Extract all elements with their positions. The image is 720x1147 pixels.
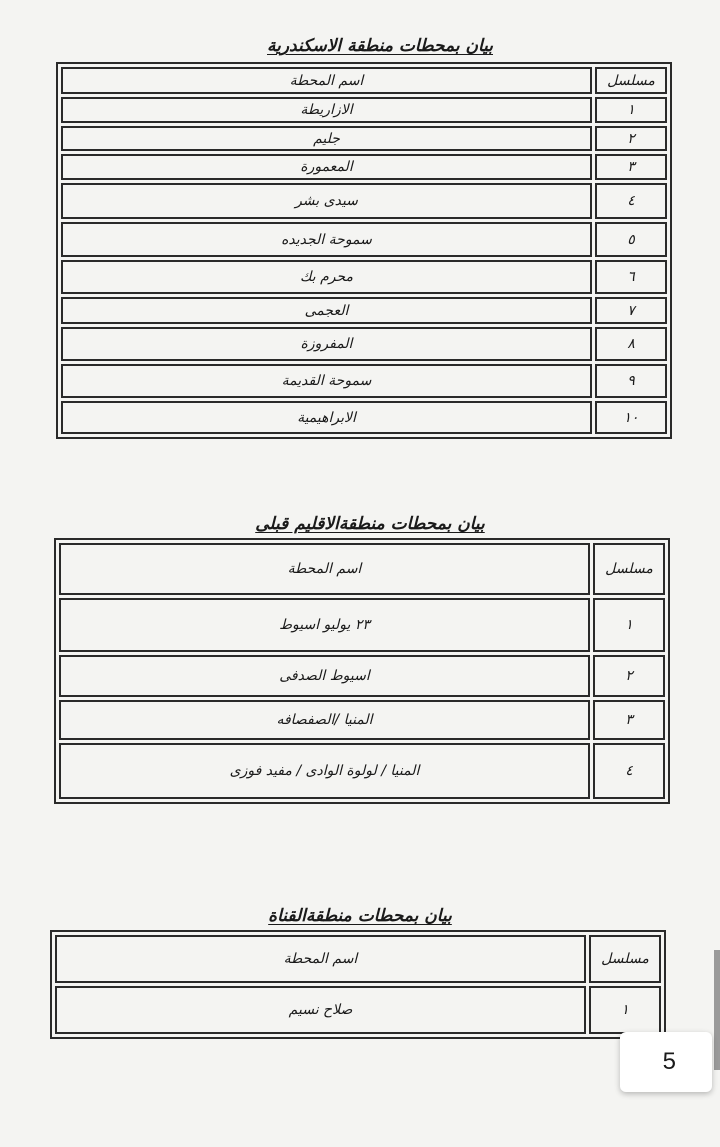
row-station-name: المنيا /الصفصافه: [59, 700, 590, 740]
row-serial: ١: [593, 598, 665, 652]
row-station-name: اسيوط الصدفى: [59, 655, 590, 697]
header-station-name: اسم المحطة: [55, 935, 586, 983]
row-station-name: الابراهيمية: [61, 401, 592, 434]
table-row: [59, 700, 665, 740]
row-serial: ٤: [593, 743, 665, 799]
section-title-alexandria: بيان بمحطات منطقة الاسكندرية: [267, 36, 493, 56]
header-station-name: اسم المحطة: [61, 67, 592, 94]
table-header-row: [61, 67, 667, 94]
stations-table-canal: [50, 930, 666, 1039]
table-row: [61, 183, 667, 219]
row-station-name: سموحة الجديده: [61, 222, 592, 257]
table-row: [61, 327, 667, 361]
row-serial: ٧: [595, 297, 667, 324]
row-serial: ١: [589, 986, 661, 1034]
table-row: [61, 364, 667, 398]
row-serial: ٢: [595, 126, 667, 151]
row-station-name: المفروزة: [61, 327, 592, 361]
table-row: [59, 598, 665, 652]
stations-table-upper-egypt: [54, 538, 670, 804]
row-station-name: ٢٣ يوليو اسيوط: [59, 598, 590, 652]
row-station-name: محرم بك: [61, 260, 592, 294]
table-row: [61, 222, 667, 257]
header-station-name: اسم المحطة: [59, 543, 590, 595]
row-serial: ٦: [595, 260, 667, 294]
row-station-name: الازاريطة: [61, 97, 592, 123]
row-station-name: المنيا / لولوة الوادى / مفيد فوزى: [59, 743, 590, 799]
row-station-name: صلاح نسيم: [55, 986, 586, 1034]
scan-edge-strip: [714, 950, 720, 1070]
row-serial: ٩: [595, 364, 667, 398]
row-station-name: سيدى بشر: [61, 183, 592, 219]
table-row: [55, 986, 661, 1034]
header-serial: مسلسل: [595, 67, 667, 94]
table-row: [61, 97, 667, 123]
row-serial: ١٠: [595, 401, 667, 434]
table-row: [61, 260, 667, 294]
header-serial: مسلسل: [593, 543, 665, 595]
table-row: [59, 743, 665, 799]
row-station-name: العجمى: [61, 297, 592, 324]
table-row: [61, 401, 667, 434]
row-serial: ٤: [595, 183, 667, 219]
row-station-name: جليم: [61, 126, 592, 151]
row-serial: ٢: [593, 655, 665, 697]
section-title-upper-egypt: بيان بمحطات منطقةالاقليم قبلى: [255, 514, 485, 534]
row-serial: ٣: [595, 154, 667, 180]
row-serial: ١: [595, 97, 667, 123]
table-header-row: [59, 543, 665, 595]
row-station-name: المعمورة: [61, 154, 592, 180]
row-station-name: سموحة القديمة: [61, 364, 592, 398]
page-number-badge: 5: [620, 1032, 712, 1092]
table-row: [61, 126, 667, 151]
table-row: [61, 297, 667, 324]
row-serial: ٨: [595, 327, 667, 361]
row-serial: ٣: [593, 700, 665, 740]
header-serial: مسلسل: [589, 935, 661, 983]
row-serial: ٥: [595, 222, 667, 257]
stations-table-alexandria: [56, 62, 672, 439]
table-row: [61, 154, 667, 180]
table-header-row: [55, 935, 661, 983]
table-row: [59, 655, 665, 697]
section-title-canal: بيان بمحطات منطقةالقناة: [268, 906, 452, 926]
